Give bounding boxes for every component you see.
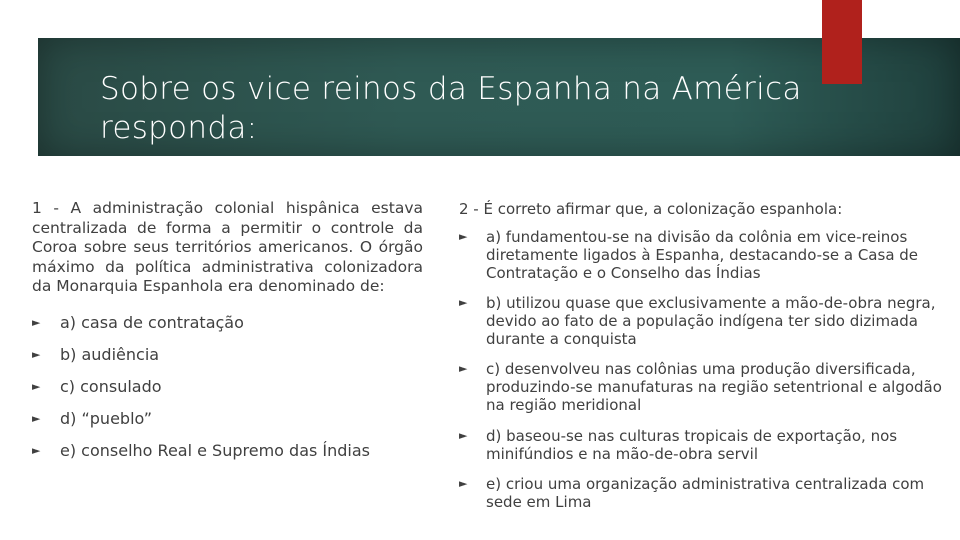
arrow-right-icon: ►: [32, 315, 41, 329]
arrow-right-icon: ►: [459, 230, 468, 243]
option-text: b) audiência: [60, 344, 160, 364]
arrow-right-icon: ►: [32, 379, 41, 393]
list-item: [32, 403, 423, 435]
slide-title: [100, 70, 900, 148]
option-text: e) criou uma organização administrativa centralizada com sede em Lima: [486, 475, 925, 511]
option-text: d) “pueblo”: [60, 408, 153, 428]
question-1-text: 1 - A administração colonial hispânica estava centralizada de forma a permitir o controle da Coroa sobre seus territórios americanos. O órgão máximo da política administrativa colonizadora da Monarquia Espanhola era denominado de:: [32, 199, 423, 295]
option-text: c) desenvolveu nas colônias uma produção diversificada, produzindo-se manufaturas na região setentrional e algodão na região meridional: [486, 360, 942, 414]
option-text: d) baseou-se nas culturas tropicais de exportação, nos minifúndios e na mão-de-obra servil: [486, 427, 898, 463]
arrow-right-icon: ►: [459, 296, 468, 309]
option-text: e) conselho Real e Supremo das Índias: [60, 440, 371, 460]
list-item: [32, 339, 423, 371]
arrow-right-icon: ►: [459, 477, 468, 490]
list-item: [459, 360, 949, 414]
list-item: [459, 228, 949, 282]
slide-title-line-2: responda:: [100, 110, 258, 146]
question-2-column: [459, 200, 949, 523]
list-item: [459, 475, 949, 511]
list-item: [32, 435, 423, 467]
question-1-column: [32, 199, 423, 467]
arrow-right-icon: ►: [459, 362, 468, 375]
list-item: [32, 371, 423, 403]
arrow-right-icon: ►: [32, 411, 41, 425]
list-item: [459, 427, 949, 463]
slide-title-line-1: Sobre os vice reinos da Espanha na América: [100, 71, 802, 107]
list-item: [32, 307, 423, 339]
option-text: a) casa de contratação: [60, 312, 244, 332]
option-text: c) consulado: [60, 376, 162, 396]
arrow-right-icon: ►: [32, 347, 41, 361]
question-2-options: [459, 228, 949, 511]
option-text: a) fundamentou-se na divisão da colônia em vice-reinos diretamente ligados à Espanha, destacando-se a Casa de Contratação e o Conselho das Índias: [486, 228, 919, 282]
arrow-right-icon: ►: [459, 429, 468, 442]
question-2-text: 2 - É correto afirmar que, a colonização espanhola:: [459, 200, 843, 218]
list-item: [459, 294, 949, 348]
arrow-right-icon: ►: [32, 443, 41, 457]
question-1-options: [32, 307, 423, 467]
option-text: b) utilizou quase que exclusivamente a mão-de-obra negra, devido ao fato de a população indígena ter sido dizimada durante a conquista: [486, 294, 936, 348]
